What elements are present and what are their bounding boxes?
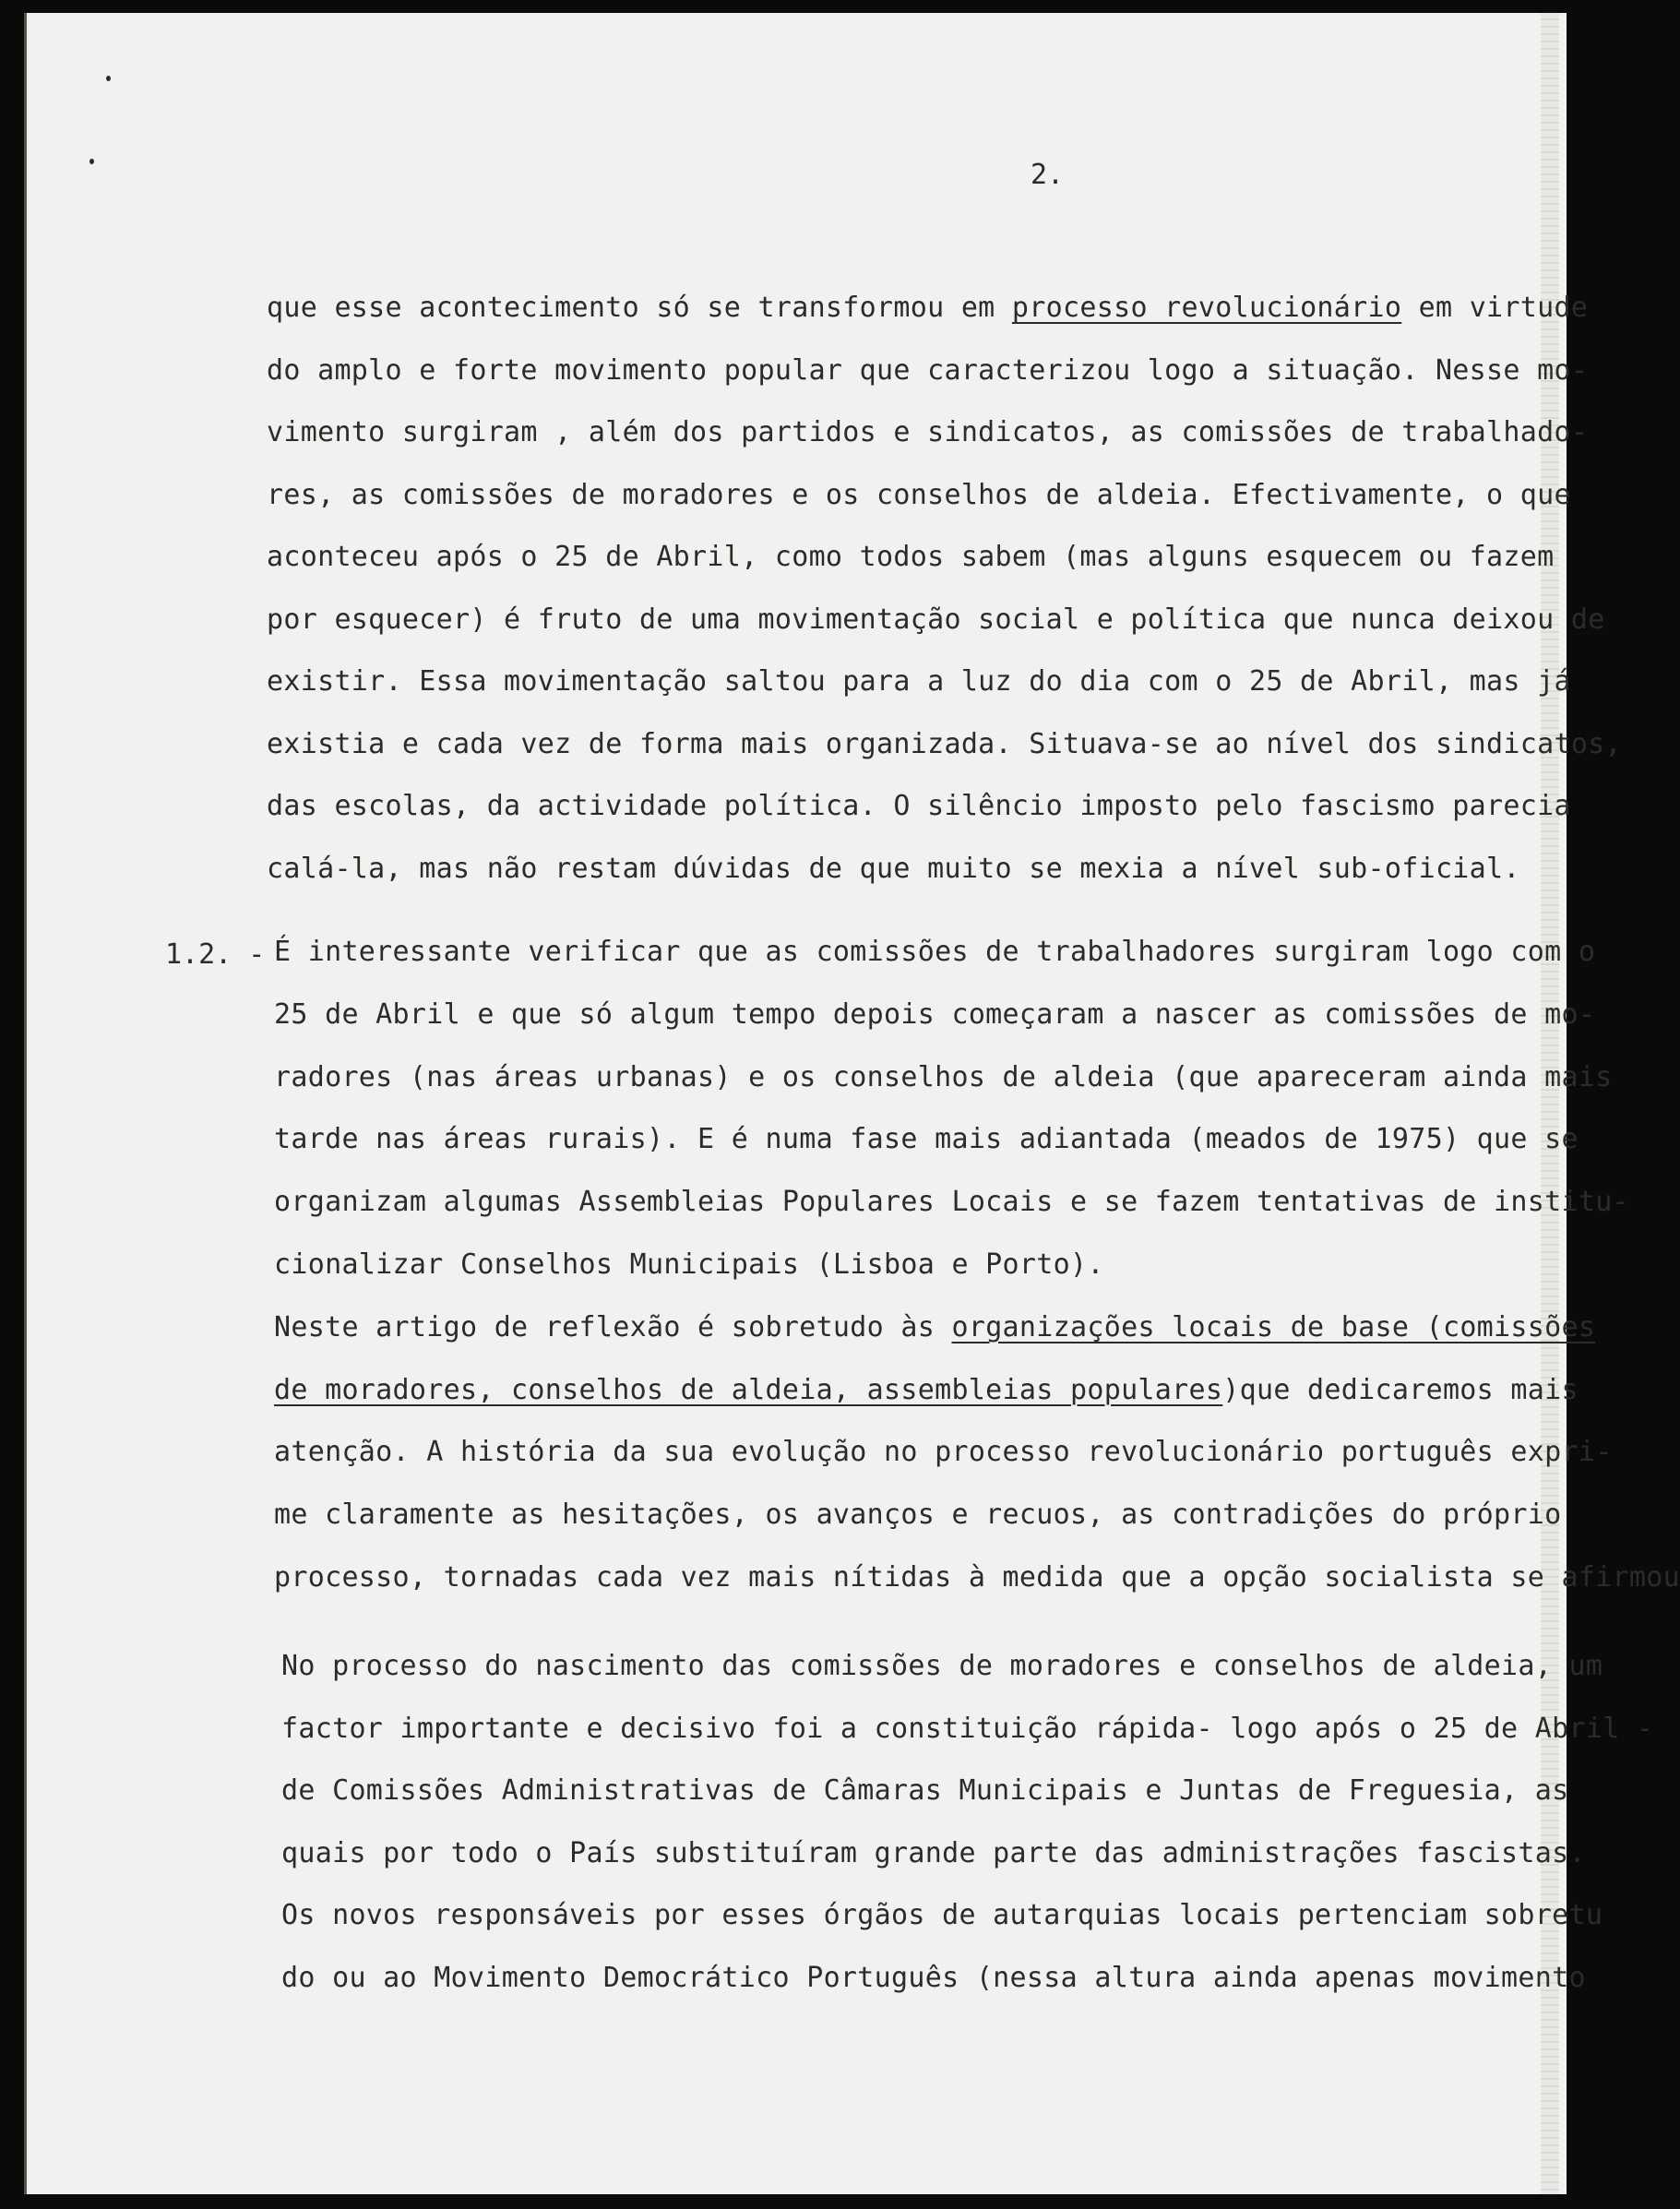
- text-line: [267, 539, 1554, 576]
- text-line: [274, 1559, 1680, 1596]
- line-text: radores (nas áreas urbanas) e os conselhos de aldeia (que apareceram ainda mais: [274, 1060, 1613, 1093]
- text-line: [274, 1121, 1579, 1158]
- line-text: processo, tornadas cada vez mais nítidas à medida que a opção socialista se afirmou: [274, 1561, 1680, 1594]
- line-text: aconteceu após o 25 de Abril, como todos sabem (mas alguns esquecem ou fazem: [267, 541, 1555, 573]
- line-text: que esse acontecimento só se transformou em: [267, 292, 1012, 324]
- section-number: 1.2. -: [165, 938, 266, 971]
- text-line: [274, 934, 1595, 971]
- text-line: [267, 663, 1571, 700]
- line-text: É interessante verificar que as comissões de trabalhadores surgiram logo com o: [274, 936, 1596, 968]
- page-number: 2.: [1031, 159, 1065, 191]
- text-line: [274, 997, 1595, 1033]
- text-line: [267, 290, 1588, 327]
- underlined-text: de moradores, conselhos de aldeia, assembleias populares: [274, 1373, 1223, 1406]
- text-line: [274, 1059, 1613, 1096]
- punch-mark: [106, 76, 111, 81]
- line-text: do amplo e forte movimento popular que caracterizou logo a situação. Nesse mo-: [267, 353, 1589, 387]
- line-text: existir. Essa movimentação saltou para a luz do dia com o 25 de Abril, mas já: [267, 665, 1571, 698]
- text-line: [267, 477, 1571, 514]
- line-text: cionalizar Conselhos Municipais (Lisboa e Porto).: [274, 1248, 1104, 1281]
- text-line: [274, 1184, 1629, 1221]
- line-text: atenção. A história da sua evolução no processo revolucionário português expri-: [274, 1436, 1613, 1469]
- line-text: Os novos responsáveis por esses órgãos de autarquias locais pertenciam sobretu: [281, 1899, 1603, 1932]
- line-text: de Comissões Administrativas de Câmaras Municipais e Juntas de Freguesia, as: [281, 1774, 1569, 1808]
- line-text: No processo do nascimento das comissões de moradores e conselhos de aldeia, um: [281, 1650, 1603, 1682]
- line-text: factor importante e decisivo foi a constituição rápida- logo após o 25 de Abril -: [281, 1712, 1654, 1745]
- text-line: [281, 1711, 1653, 1748]
- text-line: [274, 1247, 1104, 1284]
- text-line: [267, 788, 1571, 825]
- text-line: [281, 1835, 1586, 1872]
- text-line: [267, 602, 1605, 639]
- text-line: [281, 1773, 1568, 1809]
- line-text: )que dedicaremos mais: [1222, 1373, 1579, 1406]
- line-text: do ou ao Movimento Democrático Português (nessa altura ainda apenas movimento: [281, 1962, 1586, 1994]
- text-line: [274, 1309, 1595, 1346]
- text-line: [267, 851, 1520, 888]
- line-text: me claramente as hesitações, os avanços e recuos, as contradições do próprio: [274, 1499, 1562, 1532]
- line-text: em virtude: [1401, 292, 1589, 324]
- text-line: [274, 1434, 1613, 1471]
- line-text: das escolas, da actividade política. O silêncio imposto pelo fascismo parecia: [267, 790, 1571, 822]
- text-line: [267, 352, 1588, 389]
- line-text: res, as comissões de moradores e os conselhos de aldeia. Efectivamente, o que: [267, 478, 1571, 511]
- text-line: [281, 1897, 1603, 1934]
- line-text: organizam algumas Assembleias Populares Locais e se fazem tentativas de institu-: [274, 1186, 1629, 1219]
- line-text: vimento surgiram , além dos partidos e sindicatos, as comissões de trabalhado-: [267, 416, 1589, 448]
- line-text: tarde nas áreas rurais). E é numa fase mais adiantada (meados de 1975) que se: [274, 1123, 1579, 1156]
- line-text: 25 de Abril e que só algum tempo depois começaram a nascer as comissões de mo-: [274, 997, 1596, 1031]
- line-text: Neste artigo de reflexão é sobretudo às: [274, 1310, 952, 1343]
- text-line: [274, 1372, 1579, 1409]
- document-page: [24, 13, 1680, 2194]
- line-text: por esquecer) é fruto de uma movimentação social e política que nunca deixou de: [267, 603, 1605, 636]
- text-line: [267, 414, 1588, 451]
- line-text: existia e cada vez de forma mais organizada. Situava-se ao nível dos sindicatos,: [267, 727, 1622, 760]
- text-line: [274, 1497, 1561, 1534]
- text-line: [281, 1648, 1603, 1685]
- line-text: quais por todo o País substituíram grande parte das administrações fascistas.: [281, 1836, 1586, 1869]
- text-line: [267, 726, 1622, 763]
- line-text: calá-la, mas não restam dúvidas de que muito se mexia a nível sub-oficial.: [267, 852, 1520, 885]
- punch-mark: [89, 159, 94, 164]
- text-line: [281, 1960, 1586, 1997]
- underlined-text: processo revolucionário: [1011, 292, 1402, 324]
- underlined-text: organizações locais de base (comissões: [951, 1310, 1596, 1343]
